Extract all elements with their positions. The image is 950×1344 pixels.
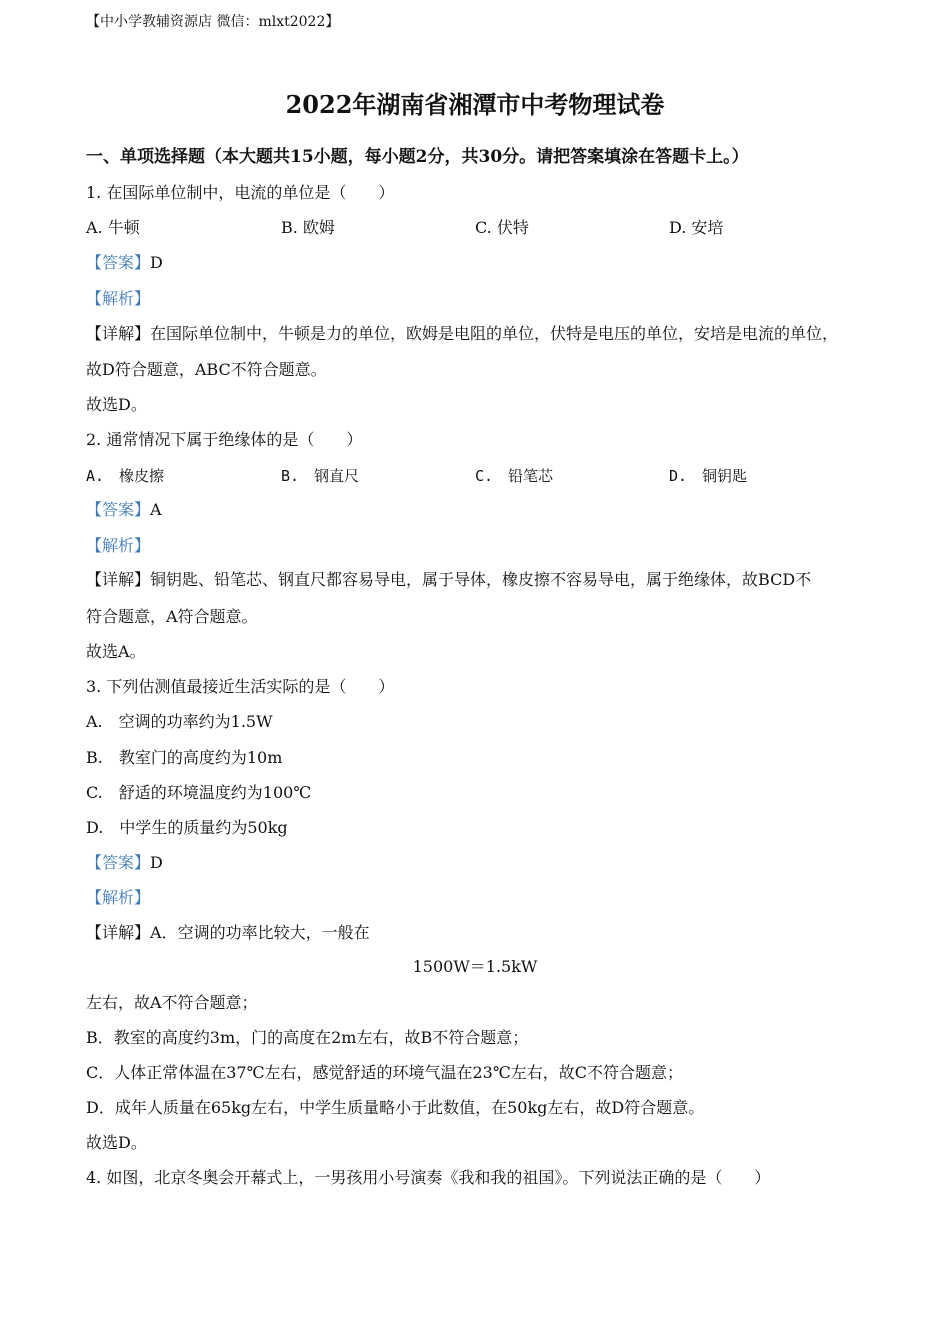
question-1-stem: 1. 在国际单位制中，电流的单位是（ ） xyxy=(86,183,395,202)
q3-detail-line-4: C．人体正常体温在37℃左右，感觉舒适的环境气温在23℃左右，故C不符合题意； xyxy=(86,1063,684,1082)
answer-tag: 【答案】 xyxy=(86,500,151,519)
q3-answer-value: D xyxy=(150,853,163,872)
q2-answer xyxy=(86,499,162,521)
question-2-stem: 2. 通常情况下属于绝缘体的是（ ） xyxy=(86,430,363,449)
q2-detail-text-1: 铜钥匙、铅笔芯、钢直尺都容易导电，属于导体，橡皮擦不容易导电，属于绝缘体，故BCD不 xyxy=(150,570,812,589)
q3-option-c: C. 舒适的环境温度约为100℃ xyxy=(86,783,312,802)
q1-option-c: C. 伏特 xyxy=(475,218,529,237)
detail-tag: 【详解】 xyxy=(86,570,151,589)
q2-option-b: B. 钢直尺 xyxy=(281,467,360,485)
q3-conclusion: 故选D。 xyxy=(86,1133,147,1152)
q3-detail-line-3: B．教室的高度约3m，门的高度在2m左右，故B不符合题意； xyxy=(86,1028,529,1047)
q2-detail-line-1 xyxy=(86,569,811,591)
question-3-stem: 3. 下列估测值最接近生活实际的是（ ） xyxy=(86,677,395,696)
q3-detail-line-5: D．成年人质量在65kg左右，中学生质量略小于此数值，在50kg左右，故D符合题意。 xyxy=(86,1098,705,1117)
page-title: 2022年湖南省湘潭市中考物理试卷 xyxy=(285,90,665,119)
q3-option-b: B. 教室门的高度约为10m xyxy=(86,748,283,767)
q1-answer-value: D xyxy=(150,253,163,272)
q3-option-a: A. 空调的功率约为1.5W xyxy=(86,712,273,731)
detail-tag: 【详解】 xyxy=(86,923,151,942)
q3-detail-text-1: A．空调的功率比较大，一般在 xyxy=(150,923,370,942)
q3-analysis-tag: 【解析】 xyxy=(86,888,151,907)
q1-detail-line-1 xyxy=(86,323,838,345)
q2-detail-line-2: 符合题意，A符合题意。 xyxy=(86,607,258,626)
q3-option-d: D. 中学生的质量约为50kg xyxy=(86,818,288,837)
q1-detail-line-2: 故D符合题意，ABC不符合题意。 xyxy=(86,360,327,379)
q3-detail-line-1 xyxy=(86,922,370,944)
detail-tag: 【详解】 xyxy=(86,324,151,343)
answer-tag: 【答案】 xyxy=(86,253,151,272)
q1-detail-text-1: 在国际单位制中，牛顿是力的单位，欧姆是电阻的单位，伏特是电压的单位，安培是电流的单位， xyxy=(150,324,839,343)
q2-answer-value: A xyxy=(150,500,162,519)
q2-option-d: D. 铜钥匙 xyxy=(669,467,748,485)
q3-formula: 1500W＝1.5kW xyxy=(412,957,538,976)
q1-analysis-tag: 【解析】 xyxy=(86,289,151,308)
q1-option-b: B. 欧姆 xyxy=(281,218,335,237)
q2-option-c: C. 铅笔芯 xyxy=(475,467,554,485)
header-note: 【中小学教辅资源店 微信：mlxt2022】 xyxy=(86,14,340,30)
q2-option-a: A. 橡皮擦 xyxy=(86,467,165,485)
q1-option-d: D. 安培 xyxy=(669,218,724,237)
q2-conclusion: 故选A。 xyxy=(86,642,146,661)
q1-conclusion: 故选D。 xyxy=(86,395,147,414)
q1-answer xyxy=(86,252,163,274)
q3-detail-line-2: 左右，故A不符合题意； xyxy=(86,993,258,1012)
q2-analysis-tag: 【解析】 xyxy=(86,536,151,555)
answer-tag: 【答案】 xyxy=(86,853,151,872)
q3-answer xyxy=(86,852,163,874)
section-heading: 一、单项选择题（本大题共15小题，每小题2分，共30分。请把答案填涂在答题卡上。） xyxy=(86,147,749,167)
question-4-stem: 4. 如图，北京冬奥会开幕式上，一男孩用小号演奏《我和我的祖国》。下列说法正确的是（ ） xyxy=(86,1168,771,1187)
q1-option-a: A. 牛顿 xyxy=(86,218,140,237)
